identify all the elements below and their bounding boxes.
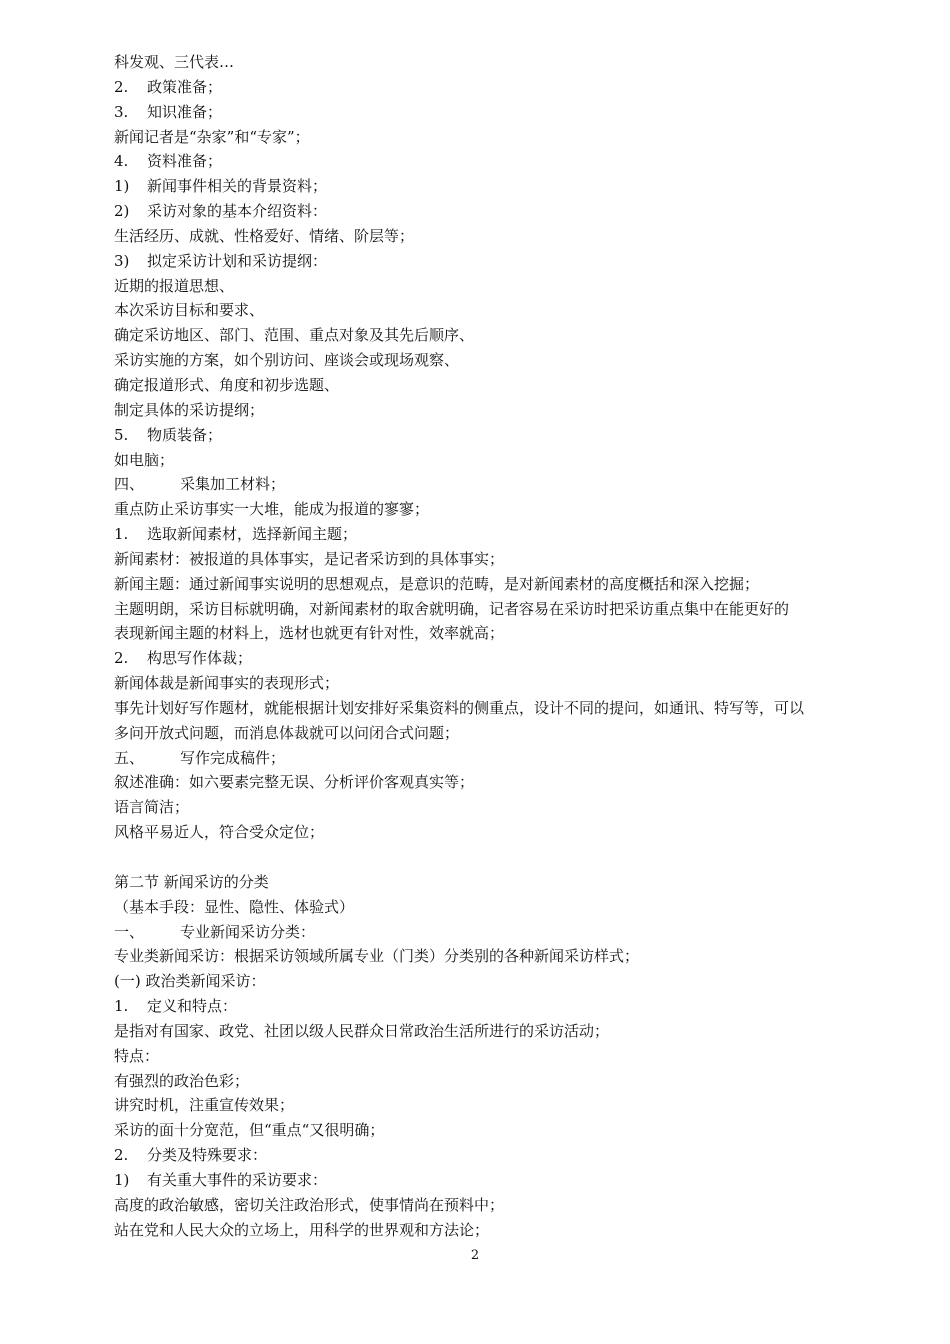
list-marker: 3): [114, 251, 130, 270]
text-line: [114, 373, 866, 398]
text-line: [114, 199, 866, 224]
line-text: 新闻事件相关的背景资料；: [147, 177, 328, 196]
list-marker: 2.: [114, 1146, 129, 1165]
text-line: [114, 472, 866, 497]
line-text: 制定具体的采访提纲；: [114, 400, 265, 419]
line-text: (一) 政治类新闻采访：: [114, 972, 266, 991]
text-line: [114, 1118, 866, 1143]
text-line: [114, 547, 866, 572]
line-text: 政策准备；: [147, 77, 223, 96]
text-line: [114, 646, 866, 671]
text-line: [114, 249, 866, 274]
text-line: [114, 1193, 866, 1218]
line-text: 资料准备；: [147, 152, 223, 171]
line-text: 有关重大事件的采访要求：: [147, 1170, 328, 1189]
list-marker: 4.: [114, 152, 129, 171]
line-text: 拟定采访计划和采访提纲：: [147, 251, 328, 270]
text-line: [114, 125, 866, 150]
list-marker: 3.: [114, 102, 129, 121]
text-line: [114, 224, 866, 249]
line-text: 特点：: [114, 1046, 160, 1065]
line-text: 是指对有国家、政党、社团以级人民群众日常政治生活所进行的采访活动；: [114, 1021, 610, 1040]
line-text: （基本手段：显性、隐性、体验式）: [114, 897, 355, 916]
text-line: [114, 1069, 866, 1094]
list-marker: 1.: [114, 997, 129, 1016]
line-text: 高度的政治敏感，密切关注政治形式，使事情尚在预料中；: [114, 1195, 505, 1214]
text-line: [114, 1168, 866, 1193]
line-text: 新闻记者是“杂家”和“专家”；: [114, 127, 310, 146]
list-marker: 5.: [114, 425, 129, 444]
text-line: [114, 870, 866, 895]
line-text: 确定报道形式、角度和初步选题、: [114, 375, 340, 394]
text-line: [114, 348, 866, 373]
line-text: 叙述准确：如六要素完整无误、分析评价客观真实等；: [114, 773, 475, 792]
line-text: 定义和特点：: [147, 997, 238, 1016]
line-text: 采访的面十分宽范，但“重点“又很明确；: [114, 1121, 385, 1140]
text-line: [114, 50, 866, 75]
list-marker: 1): [114, 1170, 130, 1189]
text-line: [114, 994, 866, 1019]
text-line: [114, 1093, 866, 1118]
line-text: 新闻素材：被报道的具体事实，是记者采访到的具体事实；: [114, 549, 505, 568]
line-text: 重点防止采访事实一大堆，能成为报道的寥寥；: [114, 500, 430, 519]
text-line: [114, 100, 866, 125]
list-marker: 四、: [114, 475, 145, 494]
line-text: 写作完成稿件；: [180, 748, 286, 767]
line-text: 采访实施的方案，如个别访问、座谈会或现场观察、: [114, 351, 460, 370]
text-line: [114, 746, 866, 771]
line-text: 新闻体裁是新闻事实的表现形式；: [114, 674, 340, 693]
text-line: [114, 621, 866, 646]
line-text: 生活经历、成就、性格爱好、情绪、阶层等；: [114, 226, 415, 245]
line-text: 专业类新闻采访：根据采访领域所属专业（门类）分类别的各种新闻采访样式；: [114, 947, 640, 966]
line-text: 讲究时机，注重宣传效果；: [114, 1096, 295, 1115]
text-line: [114, 944, 866, 969]
text-line: [114, 1019, 866, 1044]
document-body: [114, 50, 866, 1243]
text-line: [114, 174, 866, 199]
line-text: 风格平易近人，符合受众定位；: [114, 823, 325, 842]
text-line: [114, 969, 866, 994]
text-line: [114, 572, 866, 597]
text-line: [114, 448, 866, 473]
line-text: 有强烈的政治色彩；: [114, 1071, 250, 1090]
line-text: 科发观、三代表…: [114, 53, 235, 71]
line-text: 确定采访地区、部门、范围、重点对象及其先后顺序、: [114, 326, 475, 345]
text-line: [114, 75, 866, 100]
line-text: 专业新闻采访分类：: [180, 922, 316, 941]
text-line: [114, 721, 866, 746]
line-text: 构思写作体裁；: [147, 649, 253, 668]
list-marker: 一、: [114, 922, 145, 941]
line-text: 采集加工材料；: [180, 475, 286, 494]
text-line: [114, 274, 866, 299]
line-text: 知识准备；: [147, 102, 223, 121]
text-line: [114, 298, 866, 323]
line-text: 多问开放式问题，而消息体裁就可以问闭合式问题；: [114, 723, 460, 742]
text-line: [114, 920, 866, 945]
line-text: 采访对象的基本介绍资料：: [147, 202, 328, 221]
list-marker: 五、: [114, 748, 145, 767]
text-line: [114, 1218, 866, 1243]
line-text: 本次采访目标和要求、: [114, 301, 265, 320]
text-line: [114, 522, 866, 547]
list-marker: 2.: [114, 77, 129, 96]
blank-line: [114, 845, 866, 870]
text-line: [114, 671, 866, 696]
list-marker: 1.: [114, 525, 129, 544]
text-line: [114, 770, 866, 795]
text-line: [114, 323, 866, 348]
line-text: 站在党和人民大众的立场上，用科学的世界观和方法论；: [114, 1220, 490, 1239]
line-text: 事先计划好写作题材，就能根据计划安排好采集资料的侧重点，设计不同的提问，如通讯、特写等，可以: [114, 698, 805, 717]
text-line: [114, 497, 866, 522]
list-marker: 2): [114, 202, 130, 221]
line-text: 如电脑；: [114, 450, 175, 469]
text-line: [114, 597, 866, 622]
text-line: [114, 1044, 866, 1069]
text-line: [114, 423, 866, 448]
page-number: 2: [470, 1248, 480, 1263]
line-text: 第二节 新闻采访的分类: [114, 872, 269, 891]
line-text: 选取新闻素材，选择新闻主题；: [147, 525, 358, 544]
line-text: 表现新闻主题的材料上，选材也就更有针对性，效率就高；: [114, 624, 505, 643]
text-line: [114, 820, 866, 845]
line-text: 新闻主题：通过新闻事实说明的思想观点，是意识的范畴，是对新闻素材的高度概括和深入挖掘；: [114, 574, 760, 593]
line-text: 物质装备；: [147, 425, 223, 444]
line-text: 主题明朗，采访目标就明确，对新闻素材的取舍就明确，记者容易在采访时把采访重点集中在能更好的: [114, 599, 790, 618]
text-line: [114, 1143, 866, 1168]
text-line: [114, 149, 866, 174]
text-line: [114, 795, 866, 820]
line-text: 分类及特殊要求：: [147, 1146, 268, 1165]
text-line: [114, 398, 866, 423]
line-text: 语言简洁；: [114, 798, 190, 817]
list-marker: 2.: [114, 649, 129, 668]
list-marker: 1): [114, 177, 130, 196]
text-line: [114, 696, 866, 721]
line-text: 近期的报道思想、: [114, 276, 235, 295]
text-line: [114, 895, 866, 920]
